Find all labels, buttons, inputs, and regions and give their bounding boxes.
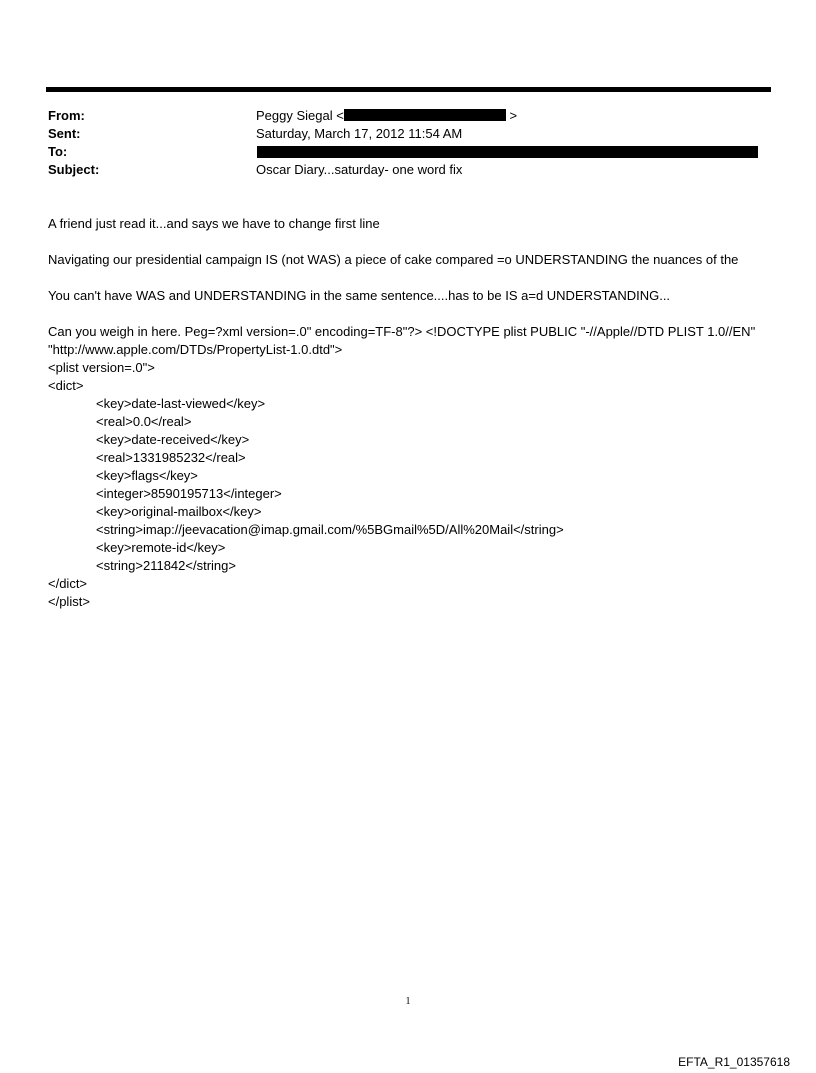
plist-entry: <integer>8590195713</integer> — [96, 486, 282, 501]
plist-entry: <key>remote-id</key> — [96, 540, 226, 555]
plist-entry: <real>0.0</real> — [96, 414, 192, 429]
plist-entry: <real>1331985232</real> — [96, 450, 246, 465]
plist-entry: <string>211842</string> — [96, 558, 236, 573]
to-label: To: — [48, 144, 68, 159]
redacted-recipients — [257, 146, 758, 158]
page-number: 1 — [405, 996, 411, 1007]
subject-value: Oscar Diary...saturday- one word fix — [256, 162, 463, 177]
dict-open: <dict> — [48, 378, 84, 393]
dict-close: </dict> — [48, 576, 88, 591]
plist-entry: <key>original-mailbox</key> — [96, 504, 262, 519]
document-id: EFTA_R1_01357618 — [678, 1055, 790, 1069]
body-line-5: "http://www.apple.com/DTDs/PropertyList-1.0.dtd"> — [48, 342, 343, 357]
plist-entry: <key>date-last-viewed</key> — [96, 396, 266, 411]
plist-open: <plist version=.0"> — [48, 360, 155, 375]
from-end: > — [509, 108, 518, 123]
header-divider — [46, 87, 771, 92]
plist-entry: <key>flags</key> — [96, 468, 198, 483]
body-line-1: A friend just read it...and says we have to change first line — [48, 216, 380, 231]
sent-label: Sent: — [48, 126, 81, 141]
body-line-4: Can you weigh in here. Peg=?xml version=.0" encoding=TF-8"?> <!DOCTYPE plist PUBLIC "-//Apple//DTD PLIST 1.0//EN" — [48, 324, 756, 339]
plist-close: </plist> — [48, 594, 90, 609]
from-label: From: — [48, 108, 85, 123]
from-value — [256, 107, 517, 125]
from-name: Peggy Siegal < — [256, 108, 344, 123]
subject-label: Subject: — [48, 162, 100, 177]
plist-entry: <string>imap://jeevacation@imap.gmail.com/%5BGmail%5D/All%20Mail</string> — [96, 522, 564, 537]
body-line-2: Navigating our presidential campaign IS (not WAS) a piece of cake compared =o UNDERSTANDING the nuances of the — [48, 252, 739, 267]
body-line-3: You can't have WAS and UNDERSTANDING in the same sentence....has to be IS a=d UNDERSTANDING... — [48, 288, 671, 303]
sent-value: Saturday, March 17, 2012 11:54 AM — [256, 126, 463, 141]
plist-entry: <key>date-received</key> — [96, 432, 250, 447]
plist-block — [48, 359, 564, 611]
redacted-email — [344, 109, 506, 121]
